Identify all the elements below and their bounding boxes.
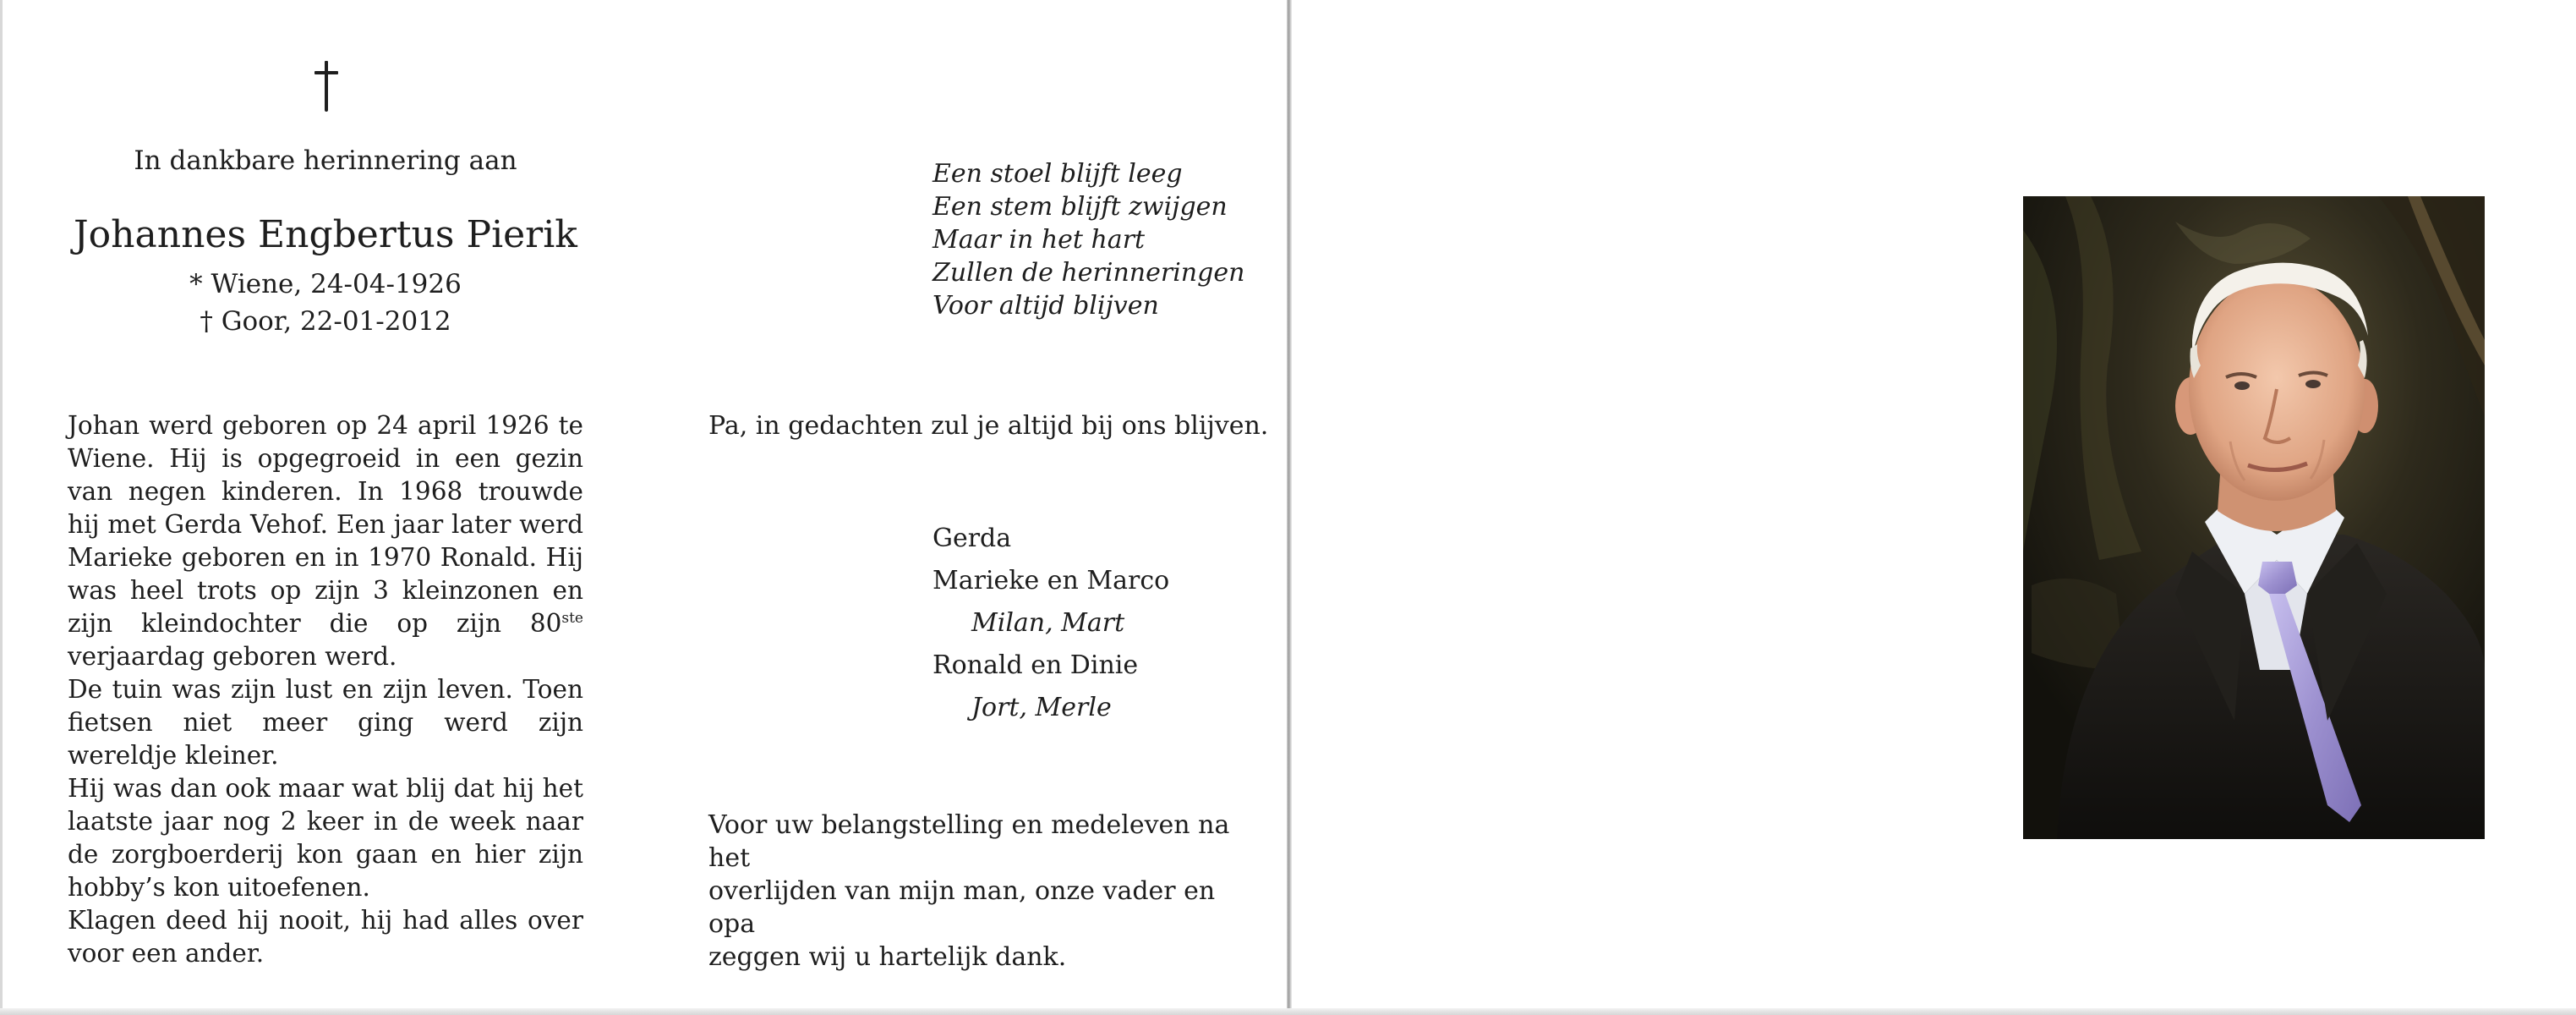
thanks-line: overlijden van mijn man, onze vader en opa <box>708 876 1216 939</box>
poem-line: Zullen de herinneringen <box>933 258 1245 288</box>
ordinal-suffix: ste <box>561 610 583 628</box>
grandchildren: Jort, Merle <box>971 693 1112 722</box>
farewell-line: Pa, in gedachten zul je altijd bij ons blijven. <box>708 411 1269 441</box>
thanks-line: zeggen wij u hartelijk dank. <box>708 942 1067 972</box>
biography-paragraph: Johan werd geboren op 24 april 1926 te Wiene. Hij is opgegroeid in een gezin van negen kinderen. In 1968 trouwde hij met Gerda Vehof. Een jaar later werd Marieke geboren en in 1970 Ronald. Hij was heel trots op zijn 3 kleinzonen en zijn kleindochter die op zijn 80ste verjaardag geboren werd. <box>68 411 583 671</box>
dedication-line: In dankbare herinnering aan <box>134 145 517 176</box>
bottom-page-edge <box>0 1008 2576 1015</box>
card-fold <box>1287 0 1292 1015</box>
biography-paragraph: De tuin was zijn lust en zijn leven. Toen fietsen niet meer ging werd zijn wereldje kleiner. <box>68 675 583 770</box>
poem-line: Een stoel blijft leeg <box>933 159 1183 189</box>
left-page-edge <box>0 0 3 1015</box>
thanks-line: Voor uw belangstelling en medeleven na het <box>708 810 1230 873</box>
thanks-note <box>708 809 1233 974</box>
family-names <box>933 518 1288 729</box>
poem-line: Voor altijd blijven <box>933 291 1159 321</box>
poem <box>933 157 1288 322</box>
portrait-illustration <box>2023 196 2485 839</box>
family-member: Ronald en Dinie <box>933 650 1139 680</box>
biography-paragraph: Klagen deed hij nooit, hij had alles over voor een ander. <box>68 906 583 968</box>
deceased-name: Johannes Engbertus Pierik <box>74 213 577 256</box>
biography <box>68 409 583 970</box>
poem-line: Maar in het hart <box>933 225 1146 255</box>
family-member: Marieke en Marco <box>933 566 1170 595</box>
grandchildren: Milan, Mart <box>971 608 1125 638</box>
cross-icon <box>309 58 343 113</box>
poem-line: Een stem blijft zwijgen <box>933 192 1228 222</box>
biography-paragraph: Hij was dan ook maar wat blij dat hij het laatste jaar nog 2 keer in de week naar de zorgboerderij kon gaan en hier zijn hobby’s kon uitoefenen. <box>68 774 583 902</box>
portrait-photo <box>2023 196 2485 839</box>
birth-line: * Wiene, 24-04-1926 <box>189 269 462 299</box>
death-line: † Goor, 22-01-2012 <box>200 306 451 337</box>
family-member: Gerda <box>933 524 1012 553</box>
